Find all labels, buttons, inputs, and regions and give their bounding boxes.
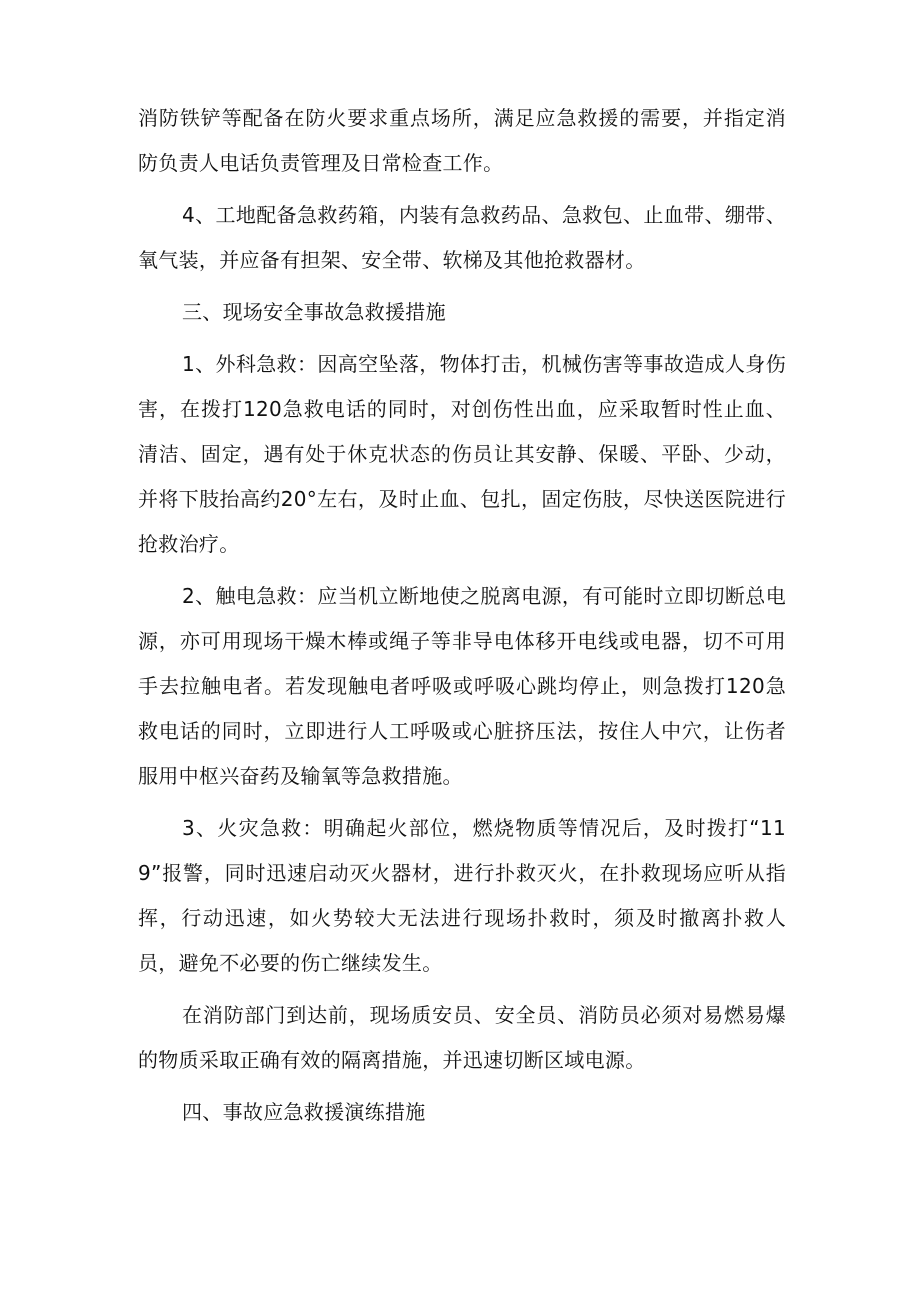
section-heading-drill-measures: 四、事故应急救援演练措施 bbox=[182, 1100, 426, 1124]
paragraph-first-aid-kit: 4、工地配备急救药箱，内装有急救药品、急救包、止血带、绷带、氧气装，并应备有担架、安全带、软梯及其他抢救器材。 bbox=[138, 203, 786, 272]
paragraph-fire-first-aid: 3、火灾急救：明确起火部位，燃烧物质等情况后，及时拨打“119”报警，同时迅速启动灭火器材，进行扑救灭火，在扑救现场应听从指挥，行动迅速，如火势较大无法进行现场扑救时，须及时撤离扑救人员，避免不必要的伤亡继续发生。 bbox=[138, 816, 786, 975]
section-heading-site-accident-rescue: 三、现场安全事故急救援措施 bbox=[182, 300, 446, 324]
paragraph-electric-shock-first-aid: 2、触电急救：应当机立断地使之脱离电源，有可能时立即切断总电源，亦可用现场干燥木棒或绳子等非导电体移开电线或电器，切不可用手去拉触电者。若发现触电者呼吸或呼吸心跳均停止，则急拨打120急救电话的同时，立即进行人工呼吸或心脏挤压法，按住人中穴，让伤者服用中枢兴奋药及输氧等急救措施。 bbox=[138, 584, 786, 788]
paragraph-fire-equipment-continued: 消防铁铲等配备在防火要求重点场所，满足应急救援的需要，并指定消防负责人电话负责管理及日常检查工作。 bbox=[138, 106, 786, 175]
document-body bbox=[138, 96, 786, 1135]
paragraph-before-fire-department: 在消防部门到达前，现场质安员、安全员、消防员必须对易燃易爆的物质采取正确有效的隔离措施，并迅速切断区域电源。 bbox=[138, 1003, 786, 1072]
paragraph-surgical-first-aid: 1、外科急救：因高空坠落，物体打击，机械伤害等事故造成人身伤害，在拨打120急救电话的同时，对创伤性出血，应采取暂时性止血、清洁、固定，遇有处于休克状态的伤员让其安静、保暖、平卧、少动，并将下肢抬高约20°左右，及时止血、包扎，固定伤肢，尽快送医院进行抢救治疗。 bbox=[138, 352, 786, 556]
